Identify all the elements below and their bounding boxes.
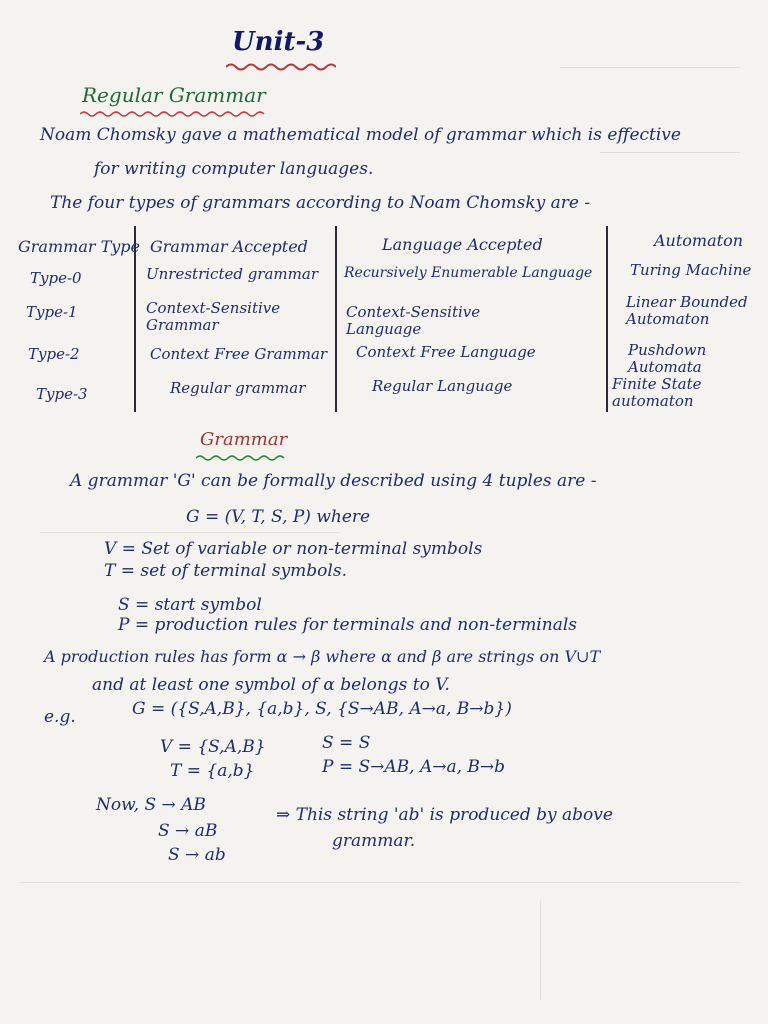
row-0-grammar: Unrestricted grammar: [146, 265, 318, 283]
derivation-note-1: ⇒ This string 'ab' is produced by above: [276, 805, 613, 825]
row-1-language: Context-Sensitive Language: [346, 303, 481, 338]
tuple-line: G = (V, T, S, P) where: [186, 507, 371, 527]
row-3-grammar: Regular grammar: [170, 379, 306, 397]
table-divider-3: [606, 226, 608, 412]
bleed-through-1: [560, 55, 740, 68]
header-grammar-accepted: Grammar Accepted: [150, 237, 308, 256]
row-2-automaton: Pushdown Automata: [628, 341, 707, 376]
grammar-heading-underline: [196, 454, 286, 462]
def-v: V = Set of variable or non-terminal symbols: [104, 539, 483, 559]
production-note-1: A production rules has form α → β where α and β are strings on V∪T: [44, 647, 601, 666]
derivation-line-3: S → ab: [168, 845, 226, 865]
row-3-automaton: Finite State automaton: [612, 375, 702, 410]
row-0-language: Recursively Enumerable Language: [344, 265, 593, 281]
header-language-accepted: Language Accepted: [382, 235, 543, 254]
example-grammar: G = ({S,A,B}, {a,b}, S, {S→AB, A→a, B→b}): [132, 699, 512, 719]
bleed-through-4: [20, 870, 740, 883]
row-1-type: Type-1: [26, 303, 78, 321]
example-label: e.g.: [44, 707, 76, 727]
row-3-type: Type-3: [36, 385, 88, 403]
row-3-language: Regular Language: [372, 377, 513, 395]
def-p: P = production rules for terminals and non-terminals: [118, 615, 577, 635]
example-v: V = {S,A,B}: [160, 737, 266, 757]
row-1-grammar: Context-Sensitive Grammar: [146, 299, 281, 334]
intro-line-1: Noam Chomsky gave a mathematical model of grammar which is effective: [40, 125, 681, 145]
intro-line-2: for writing computer languages.: [94, 159, 374, 179]
row-2-language: Context Free Language: [356, 343, 536, 361]
example-s: S = S: [322, 733, 371, 753]
row-2-type: Type-2: [28, 345, 80, 363]
example-t: T = {a,b}: [170, 761, 255, 781]
derivation-line-1: Now, S → AB: [96, 795, 206, 815]
intro-line-3: The four types of grammars according to Noam Chomsky are -: [50, 193, 591, 213]
bleed-through-5: [540, 900, 741, 1000]
row-1-automaton: Linear Bounded Automaton: [626, 293, 748, 328]
header-automaton: Automaton: [654, 231, 743, 250]
regular-grammar-underline: [80, 110, 270, 118]
page-title: Unit-3: [232, 27, 325, 57]
table-divider-2: [335, 226, 337, 412]
production-note-2: and at least one symbol of α belongs to V.: [92, 675, 450, 695]
row-2-grammar: Context Free Grammar: [150, 345, 328, 363]
def-s: S = start symbol: [118, 595, 262, 615]
row-0-automaton: Turing Machine: [630, 261, 752, 279]
grammar-definition: A grammar 'G' can be formally described using 4 tuples are -: [70, 471, 597, 491]
example-p: P = S→AB, A→a, B→b: [322, 757, 506, 777]
regular-grammar-heading: Regular Grammar: [82, 83, 266, 107]
grammar-heading: Grammar: [200, 429, 288, 450]
header-grammar-type: Grammar Type: [18, 237, 141, 256]
row-0-type: Type-0: [30, 269, 82, 287]
derivation-note-2: grammar.: [332, 831, 416, 851]
title-underline: [226, 62, 336, 72]
derivation-line-2: S → aB: [158, 821, 218, 841]
def-t: T = set of terminal symbols.: [104, 561, 347, 581]
